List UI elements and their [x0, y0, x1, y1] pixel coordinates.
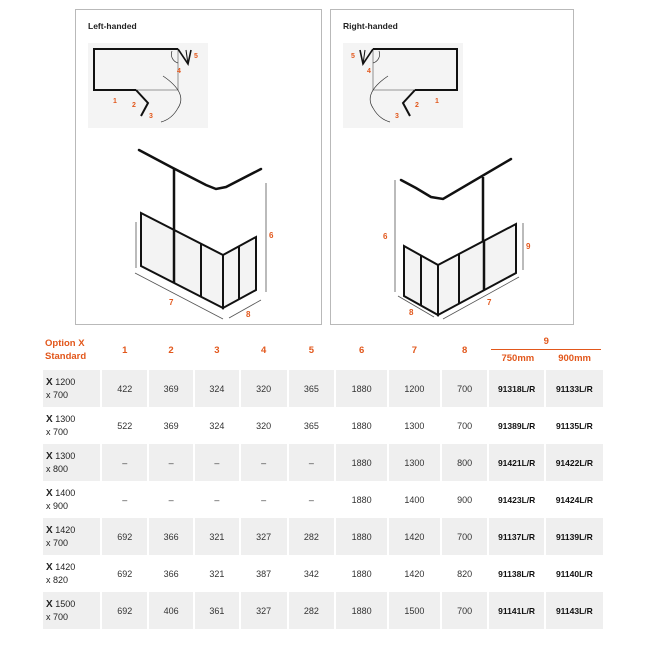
cell-5: 365 — [303, 420, 319, 431]
svg-text:1: 1 — [435, 98, 439, 105]
right-handed-title: Right-handed — [343, 21, 398, 31]
svg-text:4: 4 — [177, 68, 181, 75]
cell-4: 327 — [241, 518, 287, 555]
code-750mm: 91389L/R — [497, 420, 536, 431]
cell-4: 320 — [256, 420, 272, 431]
table-row — [43, 407, 603, 444]
code-750mm: 91421L/R — [489, 444, 543, 481]
cell-6: 1880 — [336, 370, 387, 407]
cell-8: 700 — [457, 420, 473, 431]
size-cell: X 1200 x 700 — [43, 370, 100, 407]
cell-6: 1880 — [351, 568, 372, 579]
cell-7: 1420 — [389, 518, 440, 555]
cell-8: 700 — [442, 370, 488, 407]
left-handed-iso-diagram — [131, 145, 281, 320]
col-header-750mm: 750mm — [501, 353, 535, 364]
code-900mm: 91424L/R — [555, 494, 594, 505]
cell-8: 900 — [457, 494, 473, 505]
cell-1: – — [122, 494, 128, 505]
col-header-1: 1 — [122, 344, 128, 356]
col-header-6: 6 — [358, 344, 365, 356]
code-750mm: 91138L/R — [498, 568, 536, 579]
cell-4: – — [241, 444, 287, 481]
left-handed-title: Left-handed — [88, 21, 137, 31]
size-cell: X 1400 x 900 — [46, 487, 76, 511]
cell-2: 366 — [163, 568, 179, 579]
cell-6: 1880 — [336, 444, 387, 481]
svg-text:6: 6 — [383, 232, 388, 241]
svg-text:8: 8 — [409, 308, 414, 317]
cell-3: 324 — [209, 420, 225, 431]
cell-7: 1420 — [404, 568, 425, 579]
cell-3: – — [214, 494, 220, 505]
code-750mm: 91423L/R — [497, 494, 536, 505]
size-cell: X 1300 x 700 — [46, 413, 76, 437]
svg-text:2: 2 — [415, 102, 419, 109]
cell-5: 342 — [303, 568, 319, 579]
cell-4: 327 — [241, 592, 287, 629]
cell-1: 692 — [117, 568, 133, 579]
cell-7: 1300 — [389, 444, 440, 481]
svg-text:5: 5 — [194, 53, 198, 60]
option-header: Option X Standard — [45, 338, 87, 362]
code-900mm: 91422L/R — [546, 444, 603, 481]
size-cell: X 1420 x 700 — [43, 518, 100, 555]
col-header-4: 4 — [261, 344, 267, 356]
cell-6: 1880 — [336, 518, 387, 555]
cell-1: – — [102, 444, 147, 481]
table-row — [43, 370, 603, 407]
cell-8: 700 — [442, 518, 488, 555]
code-900mm: 91143L/R — [546, 592, 603, 629]
dimensions-table — [41, 333, 605, 629]
cell-1: 692 — [102, 518, 147, 555]
left-handed-plan-diagram — [88, 43, 208, 128]
cell-4: 320 — [241, 370, 287, 407]
col-header-8: 8 — [461, 344, 468, 356]
code-750mm: 91141L/R — [489, 592, 543, 629]
cell-3: – — [195, 444, 239, 481]
size-cell: X 1500 x 700 — [43, 592, 100, 629]
cell-2: 369 — [163, 420, 179, 431]
svg-text:3: 3 — [395, 113, 399, 120]
code-900mm: 91135L/R — [555, 420, 593, 431]
cell-7: 1400 — [404, 494, 425, 505]
col-header-9-group — [489, 333, 603, 367]
svg-text:9: 9 — [526, 242, 531, 251]
table-row — [43, 444, 603, 481]
table-row — [43, 481, 603, 518]
cell-4: 387 — [256, 568, 272, 579]
cell-7: 1500 — [389, 592, 440, 629]
cell-8: 820 — [457, 568, 473, 579]
left-handed-panel — [75, 9, 322, 325]
svg-text:4: 4 — [367, 68, 371, 75]
cell-2: 406 — [149, 592, 193, 629]
svg-text:8: 8 — [246, 310, 251, 319]
right-handed-panel — [330, 9, 574, 325]
col-header-3: 3 — [214, 344, 220, 356]
code-750mm: 91318L/R — [489, 370, 543, 407]
cell-3: 321 — [209, 568, 225, 579]
cell-3: 324 — [195, 370, 239, 407]
cell-8: 700 — [442, 592, 488, 629]
cell-5: 365 — [289, 370, 335, 407]
cell-6: 1880 — [351, 494, 372, 505]
code-900mm: 91140L/R — [555, 568, 593, 579]
cell-1: 422 — [102, 370, 147, 407]
table-header-row — [43, 333, 603, 367]
cell-6: 1880 — [351, 420, 372, 431]
table-row — [43, 518, 603, 555]
cell-2: 366 — [149, 518, 193, 555]
cell-3: 361 — [195, 592, 239, 629]
cell-5: 282 — [289, 518, 335, 555]
col-header-5: 5 — [308, 344, 315, 356]
col-header-9: 9 — [491, 336, 601, 350]
svg-text:2: 2 — [132, 102, 136, 109]
cell-5: – — [289, 444, 335, 481]
svg-text:7: 7 — [487, 298, 492, 307]
cell-2: 369 — [149, 370, 193, 407]
table-row — [43, 555, 603, 592]
col-header-7: 7 — [411, 344, 418, 356]
svg-text:6: 6 — [269, 231, 274, 240]
cell-2: – — [168, 494, 174, 505]
cell-7: 1200 — [389, 370, 440, 407]
svg-text:1: 1 — [113, 98, 117, 105]
cell-5: – — [308, 494, 314, 505]
cell-4: – — [261, 494, 267, 505]
table-row — [43, 592, 603, 629]
right-handed-iso-diagram — [371, 145, 531, 320]
col-header-900mm: 900mm — [558, 353, 591, 364]
svg-text:5: 5 — [351, 53, 355, 60]
code-900mm: 91139L/R — [546, 518, 603, 555]
size-cell: X 1420 x 820 — [46, 561, 76, 585]
code-900mm: 91133L/R — [546, 370, 603, 407]
cell-7: 1300 — [404, 420, 425, 431]
cell-6: 1880 — [336, 592, 387, 629]
svg-text:3: 3 — [149, 113, 153, 120]
cell-2: – — [149, 444, 193, 481]
right-handed-plan-diagram — [343, 43, 463, 128]
cell-1: 522 — [117, 420, 133, 431]
size-cell: X 1300 x 800 — [43, 444, 100, 481]
col-header-2: 2 — [168, 344, 174, 356]
cell-5: 282 — [289, 592, 335, 629]
cell-3: 321 — [195, 518, 239, 555]
code-750mm: 91137L/R — [489, 518, 543, 555]
cell-8: 800 — [442, 444, 488, 481]
cell-1: 692 — [102, 592, 147, 629]
svg-text:7: 7 — [169, 298, 174, 307]
